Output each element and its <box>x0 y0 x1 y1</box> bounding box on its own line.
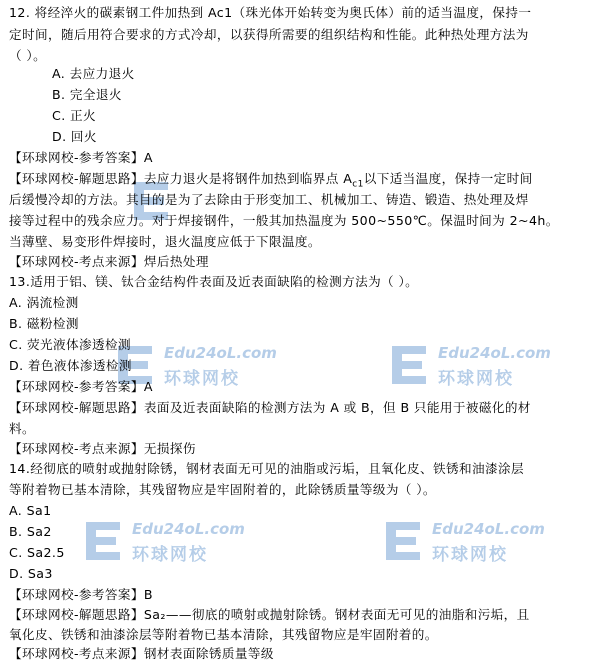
q14-option-b: B. Sa2 <box>9 524 52 539</box>
q14-option-c: C. Sa2.5 <box>9 545 65 560</box>
q12-stem-line: （ ）。 <box>9 48 47 63</box>
q12-analysis-tail: 以下适当温度，保持一定时间 <box>363 171 533 186</box>
q14-analysis-line: 【环球网校-解题思路】Sa₂——彻底的喷射或抛射除锈。钢材表面无可见的油脂和污垢，且 <box>9 607 530 622</box>
q14-stem-line: 14.经彻底的喷射或抛射除锈，钢材表面无可见的油脂或污垢，且氧化皮、铁锈和油漆涂层 <box>9 461 524 476</box>
q13-answer: 【环球网校-参考答案】A <box>9 379 153 394</box>
q12-stem-line: 12. 将经淬火的碳素钢工件加热到 Ac1（珠光体开始转变为奥氏体）前的适当温度，保持一 <box>9 5 532 20</box>
q14-analysis-line: 氧化皮、铁锈和油漆涂层等附着物已基本清除，其残留物应是牢固附着的。 <box>9 627 438 642</box>
q12-source: 【环球网校-考点来源】焊后热处理 <box>9 254 209 269</box>
q12-stem-line: 定时间，随后用符合要求的方式冷却，以获得所需要的组织结构和性能。此种热处理方法为 <box>9 27 529 42</box>
watermark-domain: Edu24oL.com <box>132 520 245 538</box>
watermark-name: 环球网校 <box>164 369 240 389</box>
q13-option-d: D. 着色液体渗透检测 <box>9 358 132 373</box>
q13-option-b: B. 磁粉检测 <box>9 316 79 331</box>
q14-option-a: A. Sa1 <box>9 503 52 518</box>
watermark-domain: Edu24oL.com <box>432 520 545 538</box>
q12-analysis-line: 接等过程中的残余应力。对于焊接钢件，一般其加热温度为 500~550℃。保温时间为 2~4h。 <box>9 213 559 228</box>
q13-source: 【环球网校-考点来源】无损探伤 <box>9 441 196 456</box>
q13-analysis-line: 料。 <box>9 421 35 436</box>
watermark-name: 环球网校 <box>132 545 208 565</box>
watermark-name: 环球网校 <box>432 545 508 565</box>
q13-analysis-line: 【环球网校-解题思路】表面及近表面缺陷的检测方法为 A 或 B，但 B 只能用于被磁化的材 <box>9 400 531 415</box>
q12-analysis-line: 当薄壁、易变形件焊接时，退火温度应低于下限温度。 <box>9 234 321 249</box>
q12-option-d: D. 回火 <box>52 129 97 144</box>
q14-option-d: D. Sa3 <box>9 566 53 581</box>
q12-option-b: B. 完全退火 <box>52 87 122 102</box>
q13-stem-line: 13.适用于铝、镁、钛合金结构件表面及近表面缺陷的检测方法为（ ）。 <box>9 274 419 289</box>
q13-option-a: A. 涡流检测 <box>9 295 79 310</box>
q13-option-c: C. 荧光液体渗透检测 <box>9 337 131 352</box>
watermark-name: 环球网校 <box>438 369 514 389</box>
q14-source: 【环球网校-考点来源】钢材表面除锈质量等级 <box>9 646 274 661</box>
watermark-domain: Edu24oL.com <box>438 344 551 362</box>
q12-analysis-subscript: c1 <box>352 179 364 190</box>
q12-option-c: C. 正火 <box>52 108 96 123</box>
watermark-domain: Edu24oL.com <box>164 344 277 362</box>
q12-analysis-text: 【环球网校-解题思路】去应力退火是将钢件加热到临界点 A <box>9 171 353 186</box>
q14-answer: 【环球网校-参考答案】B <box>9 587 153 602</box>
q14-stem-line: 等附着物已基本清除，其残留物应是牢固附着的，此除锈质量等级为（ ）。 <box>9 482 436 497</box>
q12-analysis-line: 后缓慢冷却的方法。其目的是为了去除由于形变加工、机械加工、铸造、锻造、热处理及焊 <box>9 192 529 207</box>
q12-option-a: A. 去应力退火 <box>52 66 135 81</box>
q12-answer: 【环球网校-参考答案】A <box>9 150 153 165</box>
